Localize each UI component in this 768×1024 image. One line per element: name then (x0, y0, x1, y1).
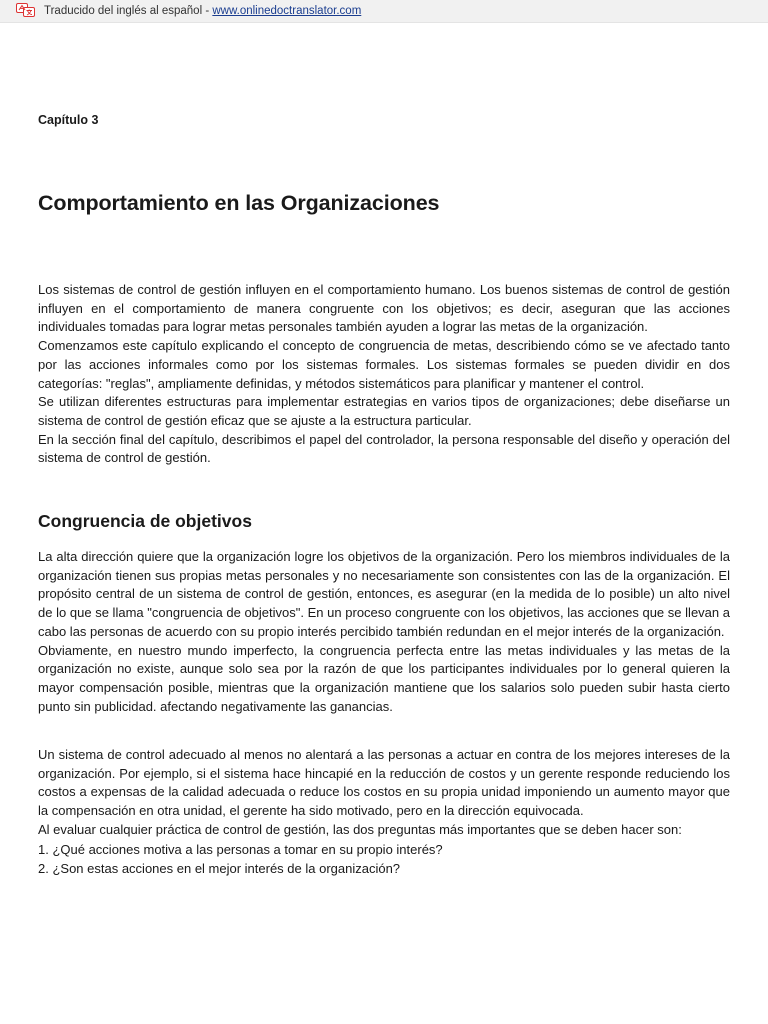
chapter-label: Capítulo 3 (38, 113, 99, 127)
translator-link[interactable]: www.onlinedoctranslator.com (212, 5, 362, 17)
intro-section (38, 281, 730, 468)
section-body (38, 548, 730, 716)
paragraph: En la sección final del capítulo, describimos el papel del controlador, la persona responsable del diseño y operación del sistema de control de gestión. (38, 431, 730, 466)
paragraph: Al evaluar cualquier práctica de control de gestión, las dos preguntas más importantes que se deben hacer son: (38, 821, 682, 837)
section-heading: Congruencia de objetivos (38, 511, 252, 531)
closing-body (38, 746, 730, 879)
paragraph: Un sistema de control adecuado al menos no alentará a las personas a actuar en contra de los mejores intereses de la organización. Por ejemplo, si el sistema hace hincapié en la reducción de costos y un gerente responde reduciendo los costos a expensas de la calidad adecuada o reduce los costos en su propia unidad imponiendo un aumento mayor que la compensación en otra unidad, el gerente ha sido motivado, pero en la dirección equivocada. (38, 747, 730, 819)
paragraph: La alta dirección quiere que la organización logre los objetivos de la organización. Pero los miembros individuales de la organización tienen sus propias metas personales y no necesariamente son consistentes con las de la organización. El propósito central de un sistema de control de gestión, entonces, es asegurar (en la medida de lo posible) un alto nivel de lo que se llama "congruencia de objetivos". En un proceso congruente con los objetivos, las acciones que se llevan a cabo las personas de acuerdo con su propio interés percibido también redundan en el mejor interés de la organización. (38, 549, 730, 639)
paragraph: Se utilizan diferentes estructuras para implementar estrategias en varios tipos de organizaciones; debe diseñarse un sistema de control de gestión eficaz que se ajuste a la estructura particular. (38, 394, 730, 428)
translate-icon (16, 3, 35, 17)
list-item: 2. ¿Son estas acciones en el mejor interés de la organización? (38, 861, 401, 877)
translator-banner (0, 0, 768, 23)
translator-prefix: Traducido del inglés al español - (44, 5, 213, 17)
paragraph: Obviamente, en nuestro mundo imperfecto, la congruencia perfecta entre las metas individuales y las metas de la organización no existe, aunque solo sea por la razón de que los participantes individuales por lo general quieren la mayor compensación posible, mientras que la organización mantiene que los salarios solo pueden subir hasta cierto punto sin publicidad. afectando negativamente las ganancias. (38, 642, 730, 714)
document-title: Comportamiento en las Organizaciones (38, 191, 440, 215)
paragraph: Los sistemas de control de gestión influyen en el comportamiento humano. Los buenos sistemas de control de gestión influyen en el comportamiento de manera congruente con los objetivos; es decir, aseguran que las acciones individuales tomadas para lograr metas personales también ayuden a lograr las metas de la organización. (38, 282, 730, 335)
translator-banner-text (44, 5, 361, 17)
paragraph: Comenzamos este capítulo explicando el concepto de congruencia de metas, describiendo cómo se ve afectado tanto por las acciones informales como por los sistemas formales. Los sistemas formales se pueden dividir en dos categorías: "reglas", ampliamente definidas, y métodos sistemáticos para planificar y mantener el control. (38, 338, 730, 391)
list-item: 1. ¿Qué acciones motiva a las personas a tomar en su propio interés? (38, 841, 443, 857)
